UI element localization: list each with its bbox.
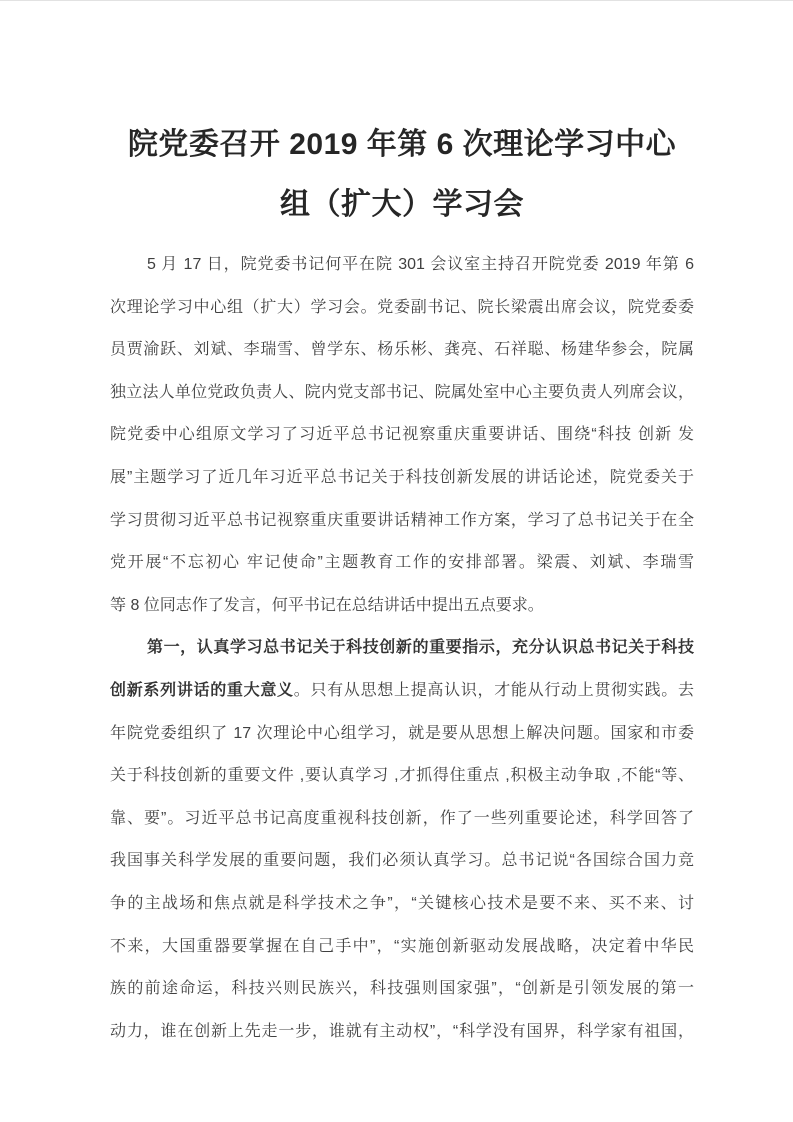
body-line: 争的主战场和焦点就是科学技术之争”，“关键核心技术是要不来、买不来、讨: [110, 894, 694, 912]
body-line: 展”主题学习了近几年习近平总书记关于科技创新发展的讲话论述，院党委关于: [110, 468, 694, 486]
body-line: 靠、要”。习近平总书记高度重视科技创新，作了一些列重要论述，科学回答了: [110, 809, 694, 827]
body-line: 员贾渝跃、刘斌、李瑞雪、曾学东、杨乐彬、龚亮、石祥聪、杨建华参会，院属: [110, 341, 694, 359]
title-line-2: 组（扩大）学习会: [280, 188, 524, 221]
body-line: 学习贯彻习近平总书记视察重庆重要讲话精神工作方案，学习了总书记关于在全: [110, 511, 694, 529]
document-body: [110, 244, 694, 1053]
body-line: 关于科技创新的重要文件 ,要认真学习 ,才抓得住重点 ,积极主动争取 ,不能“等、: [110, 767, 694, 785]
body-line: 次理论学习中心组（扩大）学习会。党委副书记、院长梁震出席会议，院党委委: [110, 298, 694, 316]
body-line: 族的前途命运，科技兴则民族兴，科技强则国家强”，“创新是引领发展的第一: [110, 980, 694, 998]
paragraph-1: [110, 244, 694, 627]
body-line: 我国事关科学发展的重要问题，我们必须认真学习。总书记说“各国综合国力竞: [110, 852, 694, 870]
body-line: 5 月 17 日，院党委书记何平在院 301 会议室主持召开院党委 2019 年第 6: [147, 256, 694, 273]
regular-segment: 。只有从思想上提高认识，才能从行动上贯彻实践。去: [293, 681, 694, 699]
body-line: 院党委中心组原文学习了习近平总书记视察重庆重要讲话、围绕“科技 创新 发: [110, 426, 694, 444]
paragraph-2: [110, 627, 694, 1053]
body-line: 等 8 位同志作了发言，何平书记在总结讲话中提出五点要求。: [110, 596, 544, 614]
body-line: 党开展“不忘初心 牢记使命”主题教育工作的安排部署。梁震、刘斌、李瑞雪: [110, 554, 694, 572]
document-content: [110, 115, 694, 1053]
bold-segment: 创新系列讲话的重大意义: [110, 681, 294, 699]
body-line: 独立法人单位党政负责人、院内党支部书记、院属处室中心主要负责人列席会议，: [110, 383, 694, 401]
document-title: [110, 115, 694, 235]
body-line-mixed: [110, 670, 694, 713]
body-line: 年院党委组织了 17 次理论中心组学习，就是要从思想上解决问题。国家和市委: [110, 724, 694, 742]
body-line-bold-lead: 第一，认真学习总书记关于科技创新的重要指示，充分认识总书记关于科技: [147, 639, 694, 657]
title-line-1: 院党委召开 2019 年第 6 次理论学习中心: [127, 128, 677, 161]
body-line: 不来，大国重器要掌握在自己手中”，“实施创新驱动发展战略，决定着中华民: [110, 937, 694, 955]
body-line: 动力，谁在创新上先走一步，谁就有主动权”，“科学没有国界，科学家有祖国，: [110, 1022, 694, 1040]
